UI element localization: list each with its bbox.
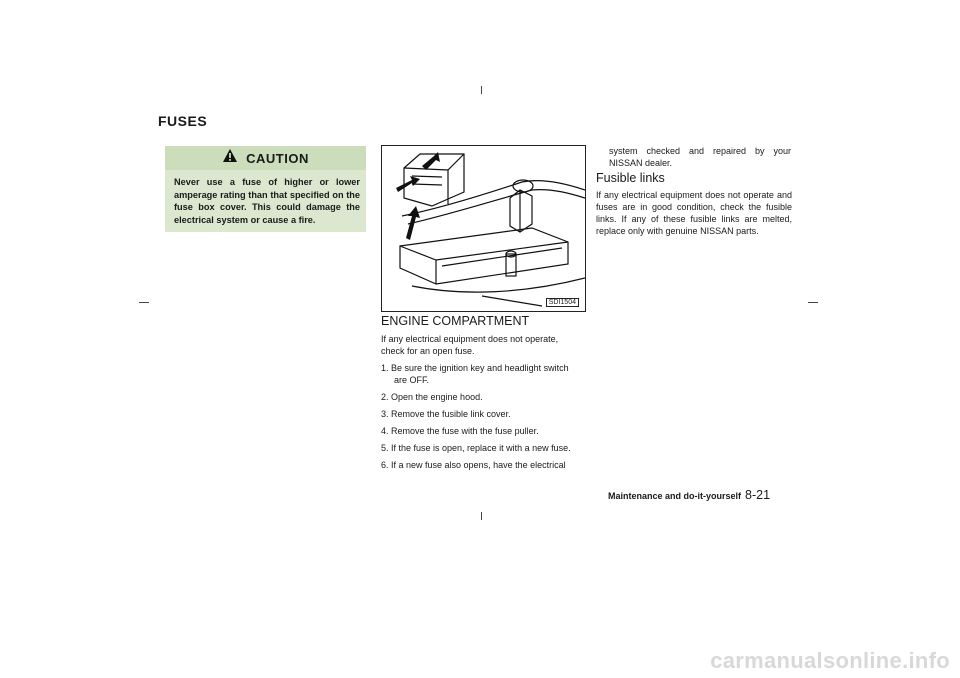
caution-text: Never use a fuse of higher or lower amperage rating than that specified on the fuse box cover. This could damage the electrical system or cause a fire. — [174, 177, 360, 225]
watermark: carmanualsonline.info — [710, 648, 950, 673]
section-title: FUSES — [158, 113, 208, 129]
fusible-heading: Fusible links — [596, 171, 665, 185]
caution-box — [165, 146, 366, 232]
crop-mark-left — [139, 302, 149, 303]
caution-header — [165, 146, 366, 170]
list-item: 1. Be sure the ignition key and headlight switch are OFF. — [381, 363, 569, 385]
list-item: 4. Remove the fuse with the fuse puller. — [381, 426, 539, 436]
list-item: 2. Open the engine hood. — [381, 392, 483, 402]
fuse-box-illustration — [382, 146, 585, 311]
fuse-box-figure — [381, 145, 586, 312]
warning-triangle-icon — [222, 148, 238, 168]
page-number: 8-21 — [745, 488, 771, 502]
crop-mark-bottom — [481, 512, 482, 520]
fusible-text: If any electrical equipment does not operate and fuses are in good condition, check the fusible links. If any of these fusible links are melted, replace only with genuine NISSAN parts. — [596, 190, 792, 236]
list-item: 3. Remove the fusible link cover. — [381, 409, 511, 419]
footer-section: Maintenance and do-it-yourself — [608, 491, 742, 501]
list-item: 5. If the fuse is open, replace it with a new fuse. — [381, 443, 571, 453]
page-footer — [608, 488, 770, 502]
crop-mark-right — [808, 302, 818, 303]
crop-mark-top — [481, 86, 482, 94]
engine-intro: If any electrical equipment does not operate, check for an open fuse. — [381, 334, 559, 356]
engine-heading: ENGINE COMPARTMENT — [381, 314, 530, 328]
engine-steps — [381, 362, 581, 476]
list-item: 6. If a new fuse also opens, have the electrical — [381, 460, 566, 470]
caution-heading: CAUTION — [246, 150, 309, 166]
engine-continuation: system checked and repaired by your NISSAN dealer. — [609, 146, 791, 168]
figure-label: SDI1504 — [546, 298, 579, 307]
